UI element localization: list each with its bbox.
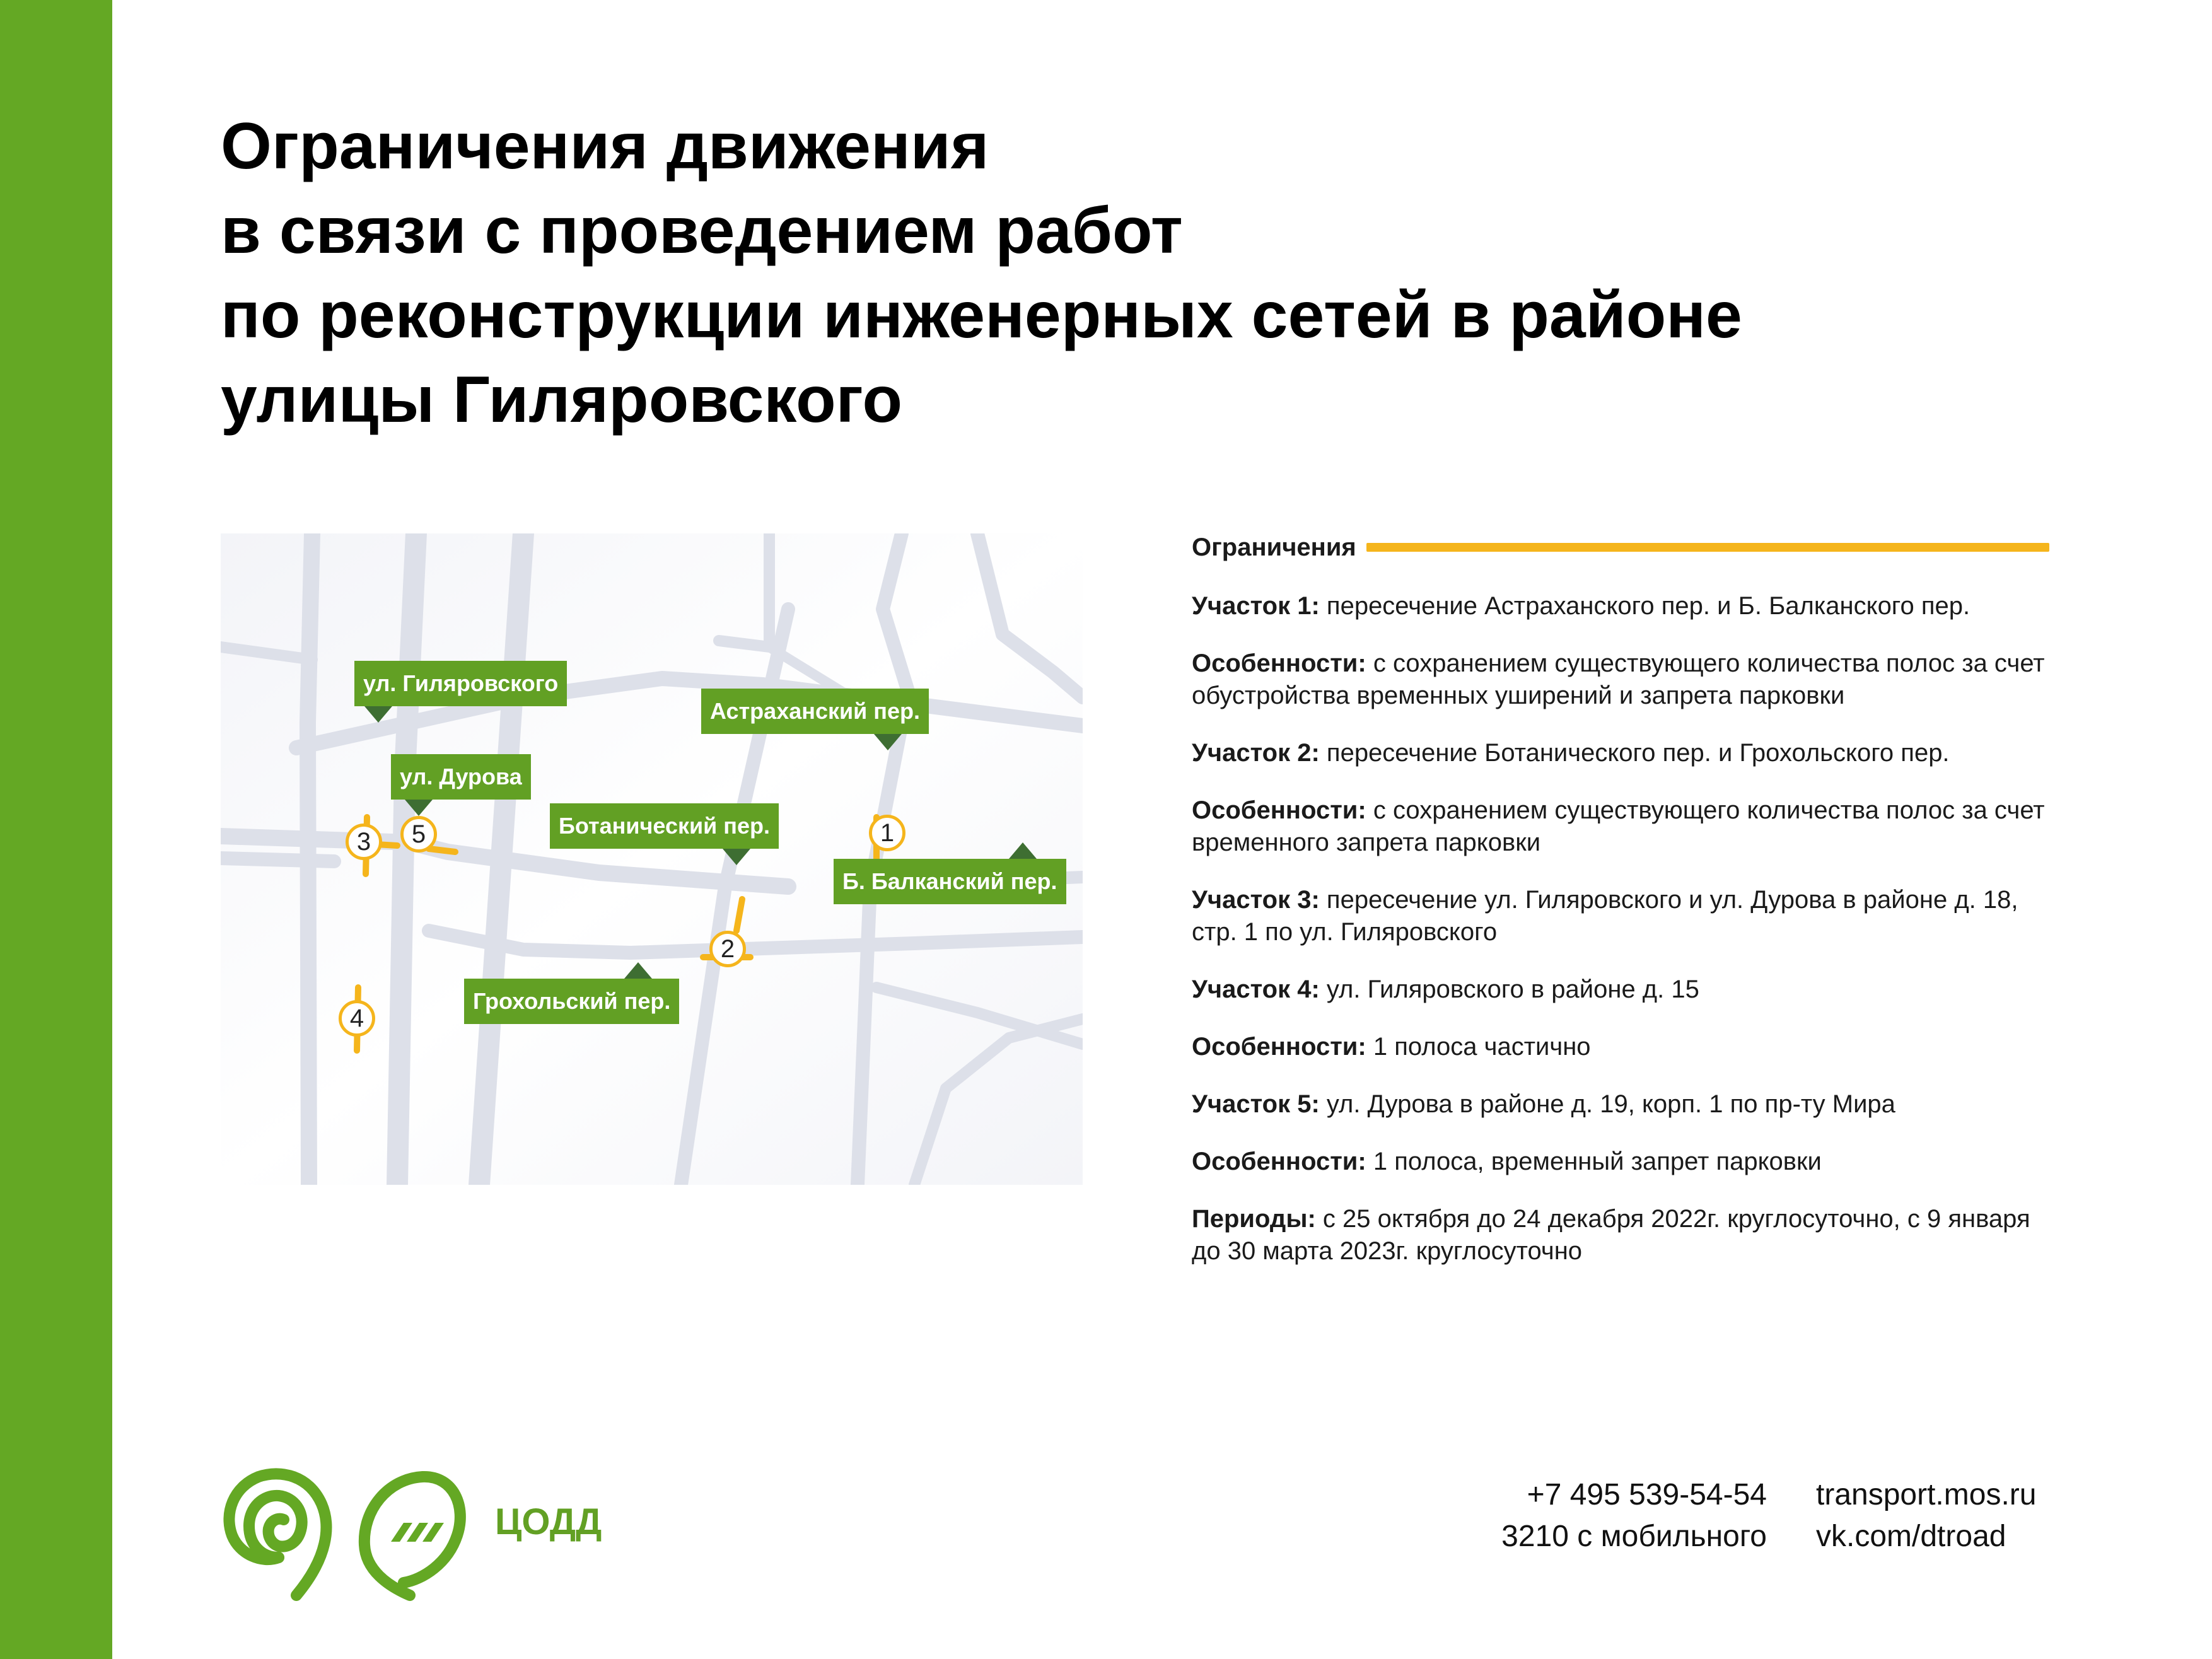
label-botanichesky: Ботанический пер.: [550, 803, 779, 849]
short-number: 3210 с мобильного: [1501, 1520, 1767, 1553]
restriction-item: [1192, 1031, 2049, 1063]
item-text: ул. Гиляровского в районе д. 15: [1319, 975, 1699, 1003]
restriction-item: [1192, 974, 2049, 1006]
item-label: Особенности:: [1192, 1033, 1366, 1061]
item-text: 1 полоса, временный запрет парковки: [1366, 1148, 1822, 1175]
pin-balkansky: [1009, 842, 1037, 859]
pin-astrakhansky: [874, 734, 902, 750]
item-text: ул. Дурова в районе д. 19, корп. 1 по пр-ту Мира: [1319, 1090, 1895, 1118]
item-text: пересечение ул. Гиляровского и ул. Дурова в районе д. 18, стр. 1 по ул. Гиляровского: [1192, 886, 2018, 946]
pin-botanichesky: [723, 849, 750, 865]
title-line-2: в связи с проведением работ: [221, 194, 1183, 267]
restriction-item: [1192, 648, 2049, 712]
marker-2: 2: [709, 931, 746, 967]
restriction-item: [1192, 1146, 2049, 1178]
restriction-item: [1192, 737, 2049, 769]
restriction-item: [1192, 1088, 2049, 1121]
item-text: пересечение Ботанического пер. и Грохольского пер.: [1319, 739, 1950, 767]
city-logo-icon: [221, 1463, 334, 1608]
heading-accent-line: [1366, 543, 2049, 552]
item-label: Участок 2:: [1192, 739, 1320, 767]
title-line-4: улицы Гиляровского: [221, 363, 903, 436]
pin-gilyarovskogo: [364, 706, 392, 723]
links-block: [1816, 1474, 2036, 1557]
marker-1: 1: [869, 815, 905, 851]
item-label: Особенности:: [1192, 796, 1366, 824]
pin-durova: [405, 800, 433, 816]
item-text: с сохранением существующего количества полос за счет обустройства временных уширений и запрета парковки: [1192, 649, 2045, 709]
item-text: 1 полоса частично: [1366, 1033, 1591, 1061]
label-astrakhansky: Астраханский пер.: [701, 689, 929, 734]
marker-5: 5: [400, 816, 437, 853]
item-label: Участок 3:: [1192, 886, 1320, 914]
pin-grokholsky: [624, 962, 652, 979]
item-label: Периоды:: [1192, 1205, 1316, 1233]
org-name: ЦОДД: [495, 1501, 602, 1542]
label-balkansky: Б. Балканский пер.: [834, 859, 1066, 904]
item-label: Особенности:: [1192, 649, 1366, 677]
phone-number[interactable]: +7 495 539-54-54: [1527, 1478, 1767, 1511]
brand-side-bar: [0, 0, 112, 1659]
restriction-item: [1192, 884, 2049, 948]
phone-block: [1489, 1474, 1767, 1557]
restrictions-heading: [1192, 530, 2049, 565]
marker-4: 4: [339, 1000, 375, 1037]
restriction-item: [1192, 1203, 2049, 1267]
title-line-1: Ограничения движения: [221, 110, 989, 183]
item-text: с сохранением существующего количества полос за счет временного запрета парковки: [1192, 796, 2045, 856]
tsodd-logo-icon: [353, 1463, 473, 1608]
marker-3: 3: [346, 824, 382, 860]
title-line-3: по реконструкции инженерных сетей в районе: [221, 279, 1742, 352]
item-label: Участок 4:: [1192, 975, 1320, 1003]
restrictions-heading-text: Ограничения: [1192, 533, 1356, 561]
item-label: Участок 1:: [1192, 592, 1320, 620]
label-durova: ул. Дурова: [391, 754, 531, 800]
label-grokholsky: Грохольский пер.: [464, 979, 679, 1024]
item-label: Особенности:: [1192, 1148, 1366, 1175]
vk-link[interactable]: vk.com/dtroad: [1816, 1520, 2006, 1553]
page-title: [221, 104, 2112, 442]
restrictions-panel: [1192, 530, 2049, 1267]
restriction-map: [221, 533, 1083, 1185]
item-label: Участок 5:: [1192, 1090, 1320, 1118]
site-link[interactable]: transport.mos.ru: [1816, 1478, 2037, 1511]
restriction-item: [1192, 590, 2049, 622]
item-text: с 25 октября до 24 декабря 2022г. круглосуточно, с 9 января до 30 марта 2023г. круглосуточно: [1192, 1205, 2030, 1265]
restriction-item: [1192, 795, 2049, 859]
label-gilyarovskogo: ул. Гиляровского: [354, 661, 567, 706]
item-text: пересечение Астраханского пер. и Б. Балканского пер.: [1319, 592, 1970, 620]
